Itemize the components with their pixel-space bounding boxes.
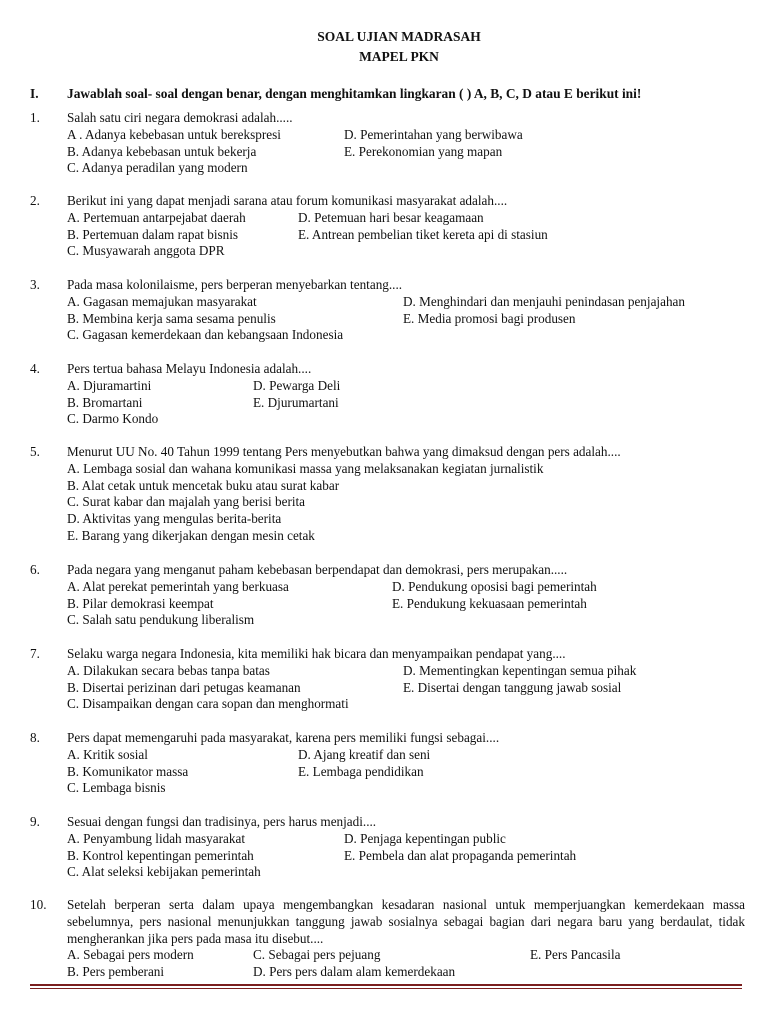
footer-rule	[30, 984, 742, 986]
option-e[interactable]: E. Antrean pembelian tiket kereta api di stasiun	[298, 226, 548, 242]
question-text: Pada masa kolonilaisme, pers berperan menyebarkan tentang....	[67, 277, 403, 292]
option-e[interactable]: E. Djurumartani	[253, 394, 339, 410]
option-b[interactable]: B. Alat cetak untuk mencetak buku atau surat kabar	[67, 477, 340, 493]
option-d[interactable]: D. Pers pers dalam alam kemerdekaan	[253, 964, 456, 980]
question-number: 3.	[30, 277, 40, 292]
option-d[interactable]: D. Pendukung oposisi bagi pemerintah	[392, 578, 597, 594]
option-c[interactable]: C. Lembaga bisnis	[67, 780, 166, 796]
option-c[interactable]: C. Alat seleksi kebijakan pemerintah	[67, 864, 261, 880]
question-8	[30, 730, 745, 797]
question-number: 4.	[30, 361, 40, 376]
option-a[interactable]: A. Sebagai pers modern	[67, 947, 194, 963]
question-text: Setelah berperan serta dalam upaya mengembangkan kesadaran nasional untuk memperjuangkan kemerdekaan massa sebelumnya, pers nasional menunjukkan tanggung jawab sosialnya sebagai bagian dari negara baru yang berdaulat, tidak mengherankan jika pers pada masa itu disebut....	[67, 897, 745, 946]
option-b[interactable]: B. Pilar demokrasi keempat	[67, 595, 214, 611]
option-c[interactable]: C. Adanya peradilan yang modern	[67, 160, 248, 176]
option-b[interactable]: B. Adanya kebebasan untuk bekerja	[67, 143, 257, 159]
question-number: 7.	[30, 646, 40, 661]
option-e[interactable]: E. Pers Pancasila	[530, 947, 621, 963]
option-e[interactable]: E. Lembaga pendidikan	[298, 763, 424, 779]
option-e[interactable]: E. Barang yang dikerjakan dengan mesin cetak	[67, 527, 315, 543]
option-d[interactable]: D. Ajang kreatif dan seni	[298, 746, 431, 762]
question-text: Pada negara yang menganut paham kebebasan berpendapat dan demokrasi, pers merupakan.....	[67, 562, 568, 577]
option-b[interactable]: B. Kontrol kepentingan pemerintah	[67, 847, 254, 863]
option-a[interactable]: A. Gagasan memajukan masyarakat	[67, 293, 257, 309]
option-e[interactable]: E. Pendukung kekuasaan pemerintah	[392, 595, 587, 611]
option-c[interactable]: C. Disampaikan dengan cara sopan dan menghormati	[67, 696, 349, 712]
exam-subject: MAPEL PKN	[359, 49, 439, 64]
question-number: 9.	[30, 814, 40, 829]
question-2	[30, 193, 745, 260]
question-number: 6.	[30, 562, 40, 577]
option-a[interactable]: A. Alat perekat pemerintah yang berkuasa	[67, 578, 289, 594]
question-6	[30, 562, 745, 629]
option-d[interactable]: D. Penjaga kepentingan public	[344, 830, 506, 846]
option-e[interactable]: E. Perekonomian yang mapan	[344, 143, 503, 159]
question-number: 10.	[30, 897, 47, 912]
question-text: Menurut UU No. 40 Tahun 1999 tentang Pers menyebutkan bahwa yang dimaksud dengan pers adalah....	[67, 444, 621, 459]
instruction-text: Jawablah soal- soal dengan benar, dengan menghitamkan lingkaran ( ) A, B, C, D atau E berikut ini!	[67, 86, 642, 101]
option-a[interactable]: A. Kritik sosial	[67, 746, 148, 762]
question-number: 2.	[30, 193, 40, 208]
option-a[interactable]: A . Adanya kebebasan untuk berekspresi	[67, 126, 281, 142]
option-a[interactable]: A. Penyambung lidah masyarakat	[67, 830, 245, 846]
question-text: Pers tertua bahasa Melayu Indonesia adalah....	[67, 361, 312, 376]
option-c[interactable]: C. Darmo Kondo	[67, 411, 159, 427]
option-c[interactable]: C. Gagasan kemerdekaan dan kebangsaan Indonesia	[67, 327, 344, 343]
footer-rule-thin	[30, 988, 742, 989]
question-text: Salah satu ciri negara demokrasi adalah.....	[67, 110, 293, 125]
option-d[interactable]: D. Pemerintahan yang berwibawa	[344, 126, 523, 142]
option-c[interactable]: C. Surat kabar dan majalah yang berisi berita	[67, 494, 306, 510]
question-9	[30, 814, 745, 881]
question-4	[30, 361, 745, 428]
question-3	[30, 277, 745, 344]
option-a[interactable]: A. Dilakukan secara bebas tanpa batas	[67, 662, 270, 678]
option-e[interactable]: E. Disertai dengan tanggung jawab sosial	[403, 679, 622, 695]
question-text: Selaku warga negara Indonesia, kita memiliki hak bicara dan menyampaikan pendapat yang....	[67, 646, 566, 661]
question-text: Sesuai dengan fungsi dan tradisinya, pers harus menjadi....	[67, 814, 377, 829]
question-1	[30, 110, 745, 177]
section-number: I.	[30, 86, 39, 101]
exam-title: SOAL UJIAN MADRASAH	[317, 29, 481, 44]
option-b[interactable]: B. Pertemuan dalam rapat bisnis	[67, 226, 239, 242]
question-10	[30, 897, 745, 981]
option-d[interactable]: D. Aktivitas yang mengulas berita-berita	[67, 511, 282, 527]
option-c[interactable]: C. Musyawarah anggota DPR	[67, 243, 225, 259]
option-b[interactable]: B. Komunikator massa	[67, 763, 189, 779]
option-e[interactable]: E. Pembela dan alat propaganda pemerintah	[344, 847, 577, 863]
option-d[interactable]: D. Pewarga Deli	[253, 377, 341, 393]
option-c[interactable]: C. Salah satu pendukung liberalism	[67, 612, 255, 628]
option-e[interactable]: E. Media promosi bagi produsen	[403, 310, 576, 326]
option-c[interactable]: C. Sebagai pers pejuang	[253, 947, 381, 963]
question-7	[30, 646, 745, 713]
option-b[interactable]: B. Bromartani	[67, 394, 143, 410]
question-number: 8.	[30, 730, 40, 745]
option-b[interactable]: B. Membina kerja sama sesama penulis	[67, 310, 276, 326]
option-a[interactable]: A. Pertemuan antarpejabat daerah	[67, 209, 246, 225]
question-text: Berikut ini yang dapat menjadi sarana atau forum komunikasi masyarakat adalah....	[67, 193, 508, 208]
question-number: 5.	[30, 444, 40, 459]
option-a[interactable]: A. Lembaga sosial dan wahana komunikasi massa yang melaksanakan kegiatan jurnalistik	[67, 460, 544, 476]
question-text: Pers dapat memengaruhi pada masyarakat, karena pers memiliki fungsi sebagai....	[67, 730, 500, 745]
question-5	[30, 444, 745, 545]
question-number: 1.	[30, 110, 40, 125]
option-d[interactable]: D. Menghindari dan menjauhi penindasan penjajahan	[403, 293, 685, 309]
option-b[interactable]: B. Disertai perizinan dari petugas keamanan	[67, 679, 301, 695]
option-d[interactable]: D. Petemuan hari besar keagamaan	[298, 209, 484, 225]
option-d[interactable]: D. Mementingkan kepentingan semua pihak	[403, 662, 637, 678]
option-a[interactable]: A. Djuramartini	[67, 377, 152, 393]
option-b[interactable]: B. Pers pemberani	[67, 964, 165, 980]
